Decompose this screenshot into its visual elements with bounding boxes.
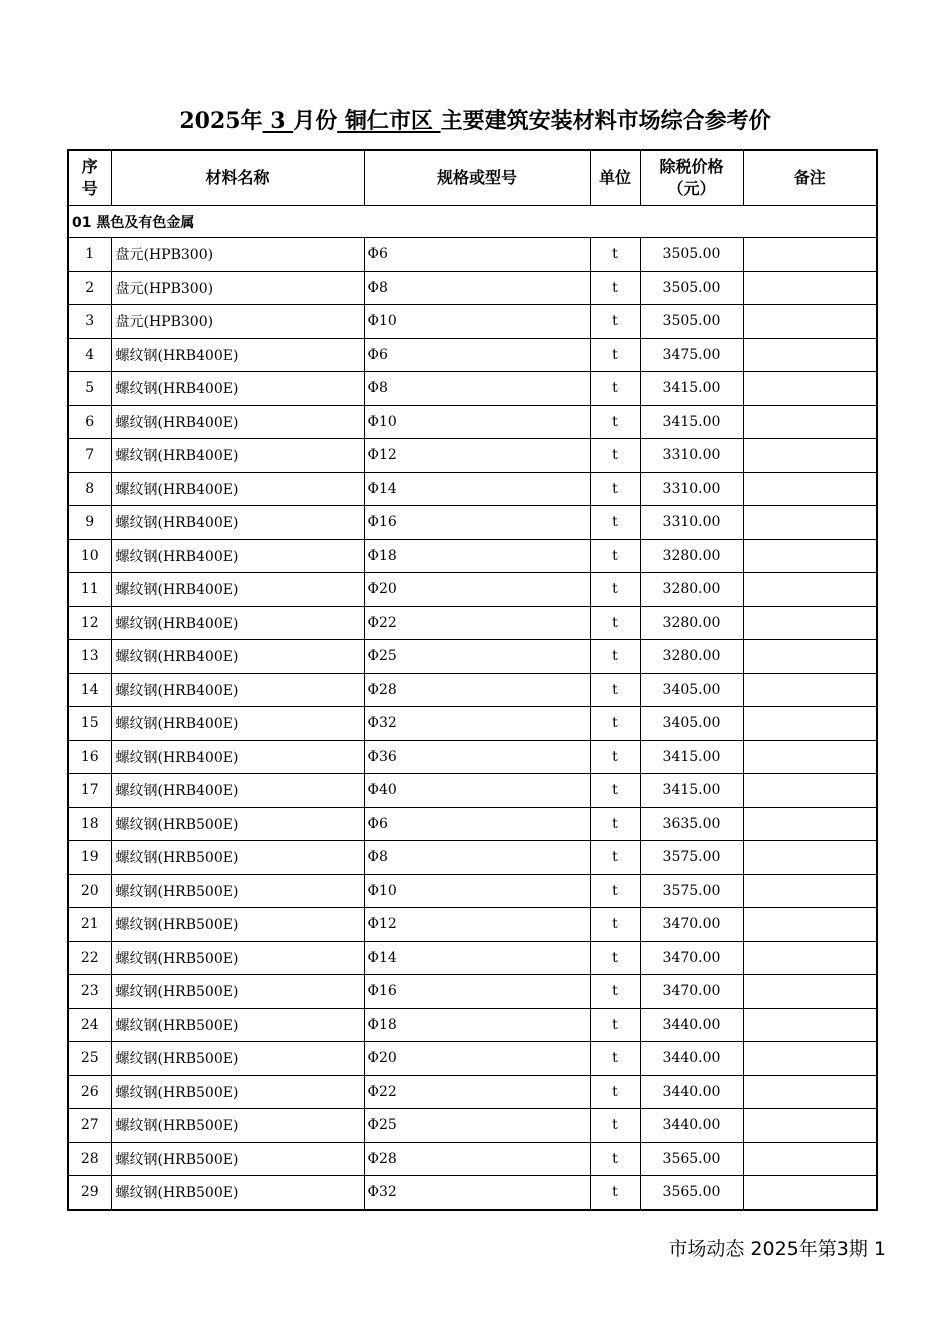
cell-remark [743,841,877,875]
cell-name: 螺纹钢(HRB500E) [111,841,364,875]
cell-remark [743,1176,877,1210]
header-unit: 单位 [590,150,640,206]
table-row [68,874,877,908]
cell-no: 15 [68,707,111,741]
cell-no: 10 [68,539,111,573]
cell-remark [743,807,877,841]
cell-unit: t [590,606,640,640]
cell-unit: t [590,1075,640,1109]
table-row [68,1042,877,1076]
table-row [68,975,877,1009]
cell-unit: t [590,640,640,674]
cell-name: 螺纹钢(HRB500E) [111,1075,364,1109]
table-row [68,506,877,540]
table-header-row [68,150,877,206]
cell-no: 27 [68,1109,111,1143]
cell-price: 3470.00 [640,975,743,1009]
table-row [68,372,877,406]
cell-name: 螺纹钢(HRB400E) [111,707,364,741]
cell-price: 3415.00 [640,372,743,406]
cell-spec: Φ16 [364,506,590,540]
cell-remark [743,774,877,808]
cell-unit: t [590,874,640,908]
table-row [68,573,877,607]
cell-unit: t [590,372,640,406]
table-row [68,1109,877,1143]
cell-price: 3310.00 [640,506,743,540]
cell-price: 3415.00 [640,740,743,774]
cell-name: 螺纹钢(HRB400E) [111,372,364,406]
cell-spec: Φ25 [364,640,590,674]
cell-spec: Φ20 [364,1042,590,1076]
cell-remark [743,372,877,406]
cell-price: 3505.00 [640,271,743,305]
price-table [67,149,878,1211]
cell-price: 3575.00 [640,874,743,908]
cell-unit: t [590,707,640,741]
cell-name: 螺纹钢(HRB400E) [111,506,364,540]
cell-unit: t [590,439,640,473]
cell-spec: Φ10 [364,305,590,339]
cell-spec: Φ18 [364,1008,590,1042]
cell-spec: Φ8 [364,271,590,305]
cell-price: 3280.00 [640,573,743,607]
cell-no: 1 [68,238,111,272]
cell-name: 螺纹钢(HRB400E) [111,539,364,573]
cell-remark [743,740,877,774]
cell-price: 3415.00 [640,405,743,439]
cell-remark [743,1008,877,1042]
cell-unit: t [590,271,640,305]
cell-remark [743,1042,877,1076]
cell-name: 螺纹钢(HRB400E) [111,472,364,506]
header-price: 除税价格（元） [640,150,743,206]
cell-price: 3440.00 [640,1008,743,1042]
cell-spec: Φ22 [364,1075,590,1109]
cell-name: 螺纹钢(HRB500E) [111,908,364,942]
cell-price: 3440.00 [640,1109,743,1143]
cell-remark [743,640,877,674]
cell-no: 4 [68,338,111,372]
cell-spec: Φ20 [364,573,590,607]
table-row [68,238,877,272]
cell-spec: Φ10 [364,405,590,439]
cell-unit: t [590,1042,640,1076]
cell-name: 盘元(HPB300) [111,238,364,272]
cell-remark [743,238,877,272]
cell-spec: Φ12 [364,439,590,473]
cell-unit: t [590,1142,640,1176]
cell-unit: t [590,1176,640,1210]
table-row [68,640,877,674]
cell-remark [743,1142,877,1176]
cell-unit: t [590,305,640,339]
cell-no: 25 [68,1042,111,1076]
cell-no: 19 [68,841,111,875]
table-row [68,740,877,774]
table-row [68,472,877,506]
table-row [68,941,877,975]
cell-remark [743,908,877,942]
cell-no: 3 [68,305,111,339]
cell-price: 3470.00 [640,908,743,942]
cell-remark [743,606,877,640]
page-title [0,104,950,135]
cell-no: 18 [68,807,111,841]
table-row [68,841,877,875]
cell-remark [743,941,877,975]
cell-spec: Φ6 [364,807,590,841]
cell-price: 3280.00 [640,539,743,573]
cell-price: 3470.00 [640,941,743,975]
cell-spec: Φ8 [364,841,590,875]
cell-unit: t [590,908,640,942]
cell-unit: t [590,573,640,607]
cell-name: 螺纹钢(HRB400E) [111,338,364,372]
cell-spec: Φ14 [364,941,590,975]
cell-price: 3565.00 [640,1142,743,1176]
cell-unit: t [590,1109,640,1143]
cell-spec: Φ8 [364,372,590,406]
cell-name: 螺纹钢(HRB400E) [111,606,364,640]
cell-remark [743,673,877,707]
cell-price: 3505.00 [640,238,743,272]
cell-no: 24 [68,1008,111,1042]
cell-spec: Φ6 [364,238,590,272]
cell-remark [743,573,877,607]
table-row [68,405,877,439]
cell-no: 26 [68,1075,111,1109]
cell-price: 3405.00 [640,673,743,707]
cell-no: 8 [68,472,111,506]
table-row [68,305,877,339]
cell-no: 13 [68,640,111,674]
cell-no: 9 [68,506,111,540]
cell-price: 3565.00 [640,1176,743,1210]
cell-spec: Φ12 [364,908,590,942]
table-row [68,1075,877,1109]
cell-price: 3310.00 [640,439,743,473]
cell-unit: t [590,807,640,841]
cell-spec: Φ18 [364,539,590,573]
cell-spec: Φ14 [364,472,590,506]
cell-spec: Φ10 [364,874,590,908]
cell-no: 2 [68,271,111,305]
cell-unit: t [590,506,640,540]
cell-remark [743,405,877,439]
cell-name: 螺纹钢(HRB400E) [111,640,364,674]
cell-no: 21 [68,908,111,942]
cell-price: 3280.00 [640,606,743,640]
cell-price: 3415.00 [640,774,743,808]
cell-spec: Φ28 [364,1142,590,1176]
cell-unit: t [590,472,640,506]
header-spec: 规格或型号 [364,150,590,206]
cell-unit: t [590,539,640,573]
cell-spec: Φ6 [364,338,590,372]
title-year: 2025年 [179,108,263,134]
cell-name: 螺纹钢(HRB500E) [111,1176,364,1210]
cell-remark [743,439,877,473]
cell-name: 螺纹钢(HRB500E) [111,807,364,841]
cell-spec: Φ32 [364,707,590,741]
cell-spec: Φ32 [364,1176,590,1210]
cell-remark [743,1109,877,1143]
cell-unit: t [590,338,640,372]
cell-no: 17 [68,774,111,808]
cell-remark [743,506,877,540]
cell-remark [743,975,877,1009]
cell-remark [743,472,877,506]
cell-unit: t [590,673,640,707]
table-row [68,439,877,473]
cell-remark [743,539,877,573]
header-remark: 备注 [743,150,877,206]
cell-spec: Φ22 [364,606,590,640]
cell-price: 3635.00 [640,807,743,841]
table-row [68,539,877,573]
cell-name: 盘元(HPB300) [111,305,364,339]
cell-remark [743,1075,877,1109]
cell-unit: t [590,1008,640,1042]
cell-name: 螺纹钢(HRB400E) [111,573,364,607]
cell-no: 12 [68,606,111,640]
cell-unit: t [590,740,640,774]
cell-price: 3405.00 [640,707,743,741]
title-month-suffix: 月份 [293,108,338,134]
cell-name: 螺纹钢(HRB400E) [111,673,364,707]
header-name: 材料名称 [111,150,364,206]
cell-name: 螺纹钢(HRB500E) [111,941,364,975]
cell-name: 螺纹钢(HRB400E) [111,774,364,808]
cell-price: 3575.00 [640,841,743,875]
cell-name: 盘元(HPB300) [111,271,364,305]
cell-name: 螺纹钢(HRB500E) [111,874,364,908]
cell-unit: t [590,238,640,272]
cell-no: 6 [68,405,111,439]
cell-name: 螺纹钢(HRB400E) [111,439,364,473]
cell-no: 20 [68,874,111,908]
cell-unit: t [590,774,640,808]
cell-no: 22 [68,941,111,975]
cell-remark [743,305,877,339]
cell-no: 5 [68,372,111,406]
cell-price: 3440.00 [640,1042,743,1076]
cell-no: 16 [68,740,111,774]
cell-price: 3280.00 [640,640,743,674]
table-row [68,908,877,942]
header-no: 序号 [68,150,111,206]
table-row [68,1142,877,1176]
cell-price: 3475.00 [640,338,743,372]
cell-name: 螺纹钢(HRB500E) [111,1008,364,1042]
title-month: 3 [262,108,294,134]
table-row [68,338,877,372]
cell-name: 螺纹钢(HRB500E) [111,1042,364,1076]
cell-name: 螺纹钢(HRB500E) [111,1142,364,1176]
title-rest: 主要建筑安装材料市场综合参考价 [440,108,771,134]
table-row [68,673,877,707]
cell-spec: Φ28 [364,673,590,707]
cell-price: 3505.00 [640,305,743,339]
cell-no: 28 [68,1142,111,1176]
cell-price: 3440.00 [640,1075,743,1109]
title-region: 铜仁市区 [337,108,441,134]
cell-name: 螺纹钢(HRB500E) [111,975,364,1009]
cell-no: 11 [68,573,111,607]
cell-unit: t [590,941,640,975]
cell-no: 14 [68,673,111,707]
section-label: 01 黑色及有色金属 [68,206,877,238]
page-footer: 市场动态 2025年第3期 1 [668,1238,886,1260]
cell-name: 螺纹钢(HRB400E) [111,405,364,439]
table-row [68,1008,877,1042]
table-row [68,606,877,640]
cell-unit: t [590,405,640,439]
table-row [68,1176,877,1210]
cell-spec: Φ40 [364,774,590,808]
cell-spec: Φ36 [364,740,590,774]
table-row [68,271,877,305]
table-row [68,707,877,741]
cell-spec: Φ16 [364,975,590,1009]
cell-name: 螺纹钢(HRB400E) [111,740,364,774]
cell-no: 23 [68,975,111,1009]
cell-unit: t [590,975,640,1009]
table-row [68,774,877,808]
cell-remark [743,271,877,305]
cell-remark [743,338,877,372]
cell-name: 螺纹钢(HRB500E) [111,1109,364,1143]
cell-remark [743,874,877,908]
section-row [68,206,877,238]
cell-no: 29 [68,1176,111,1210]
table-row [68,807,877,841]
cell-price: 3310.00 [640,472,743,506]
cell-no: 7 [68,439,111,473]
cell-spec: Φ25 [364,1109,590,1143]
cell-remark [743,707,877,741]
cell-unit: t [590,841,640,875]
